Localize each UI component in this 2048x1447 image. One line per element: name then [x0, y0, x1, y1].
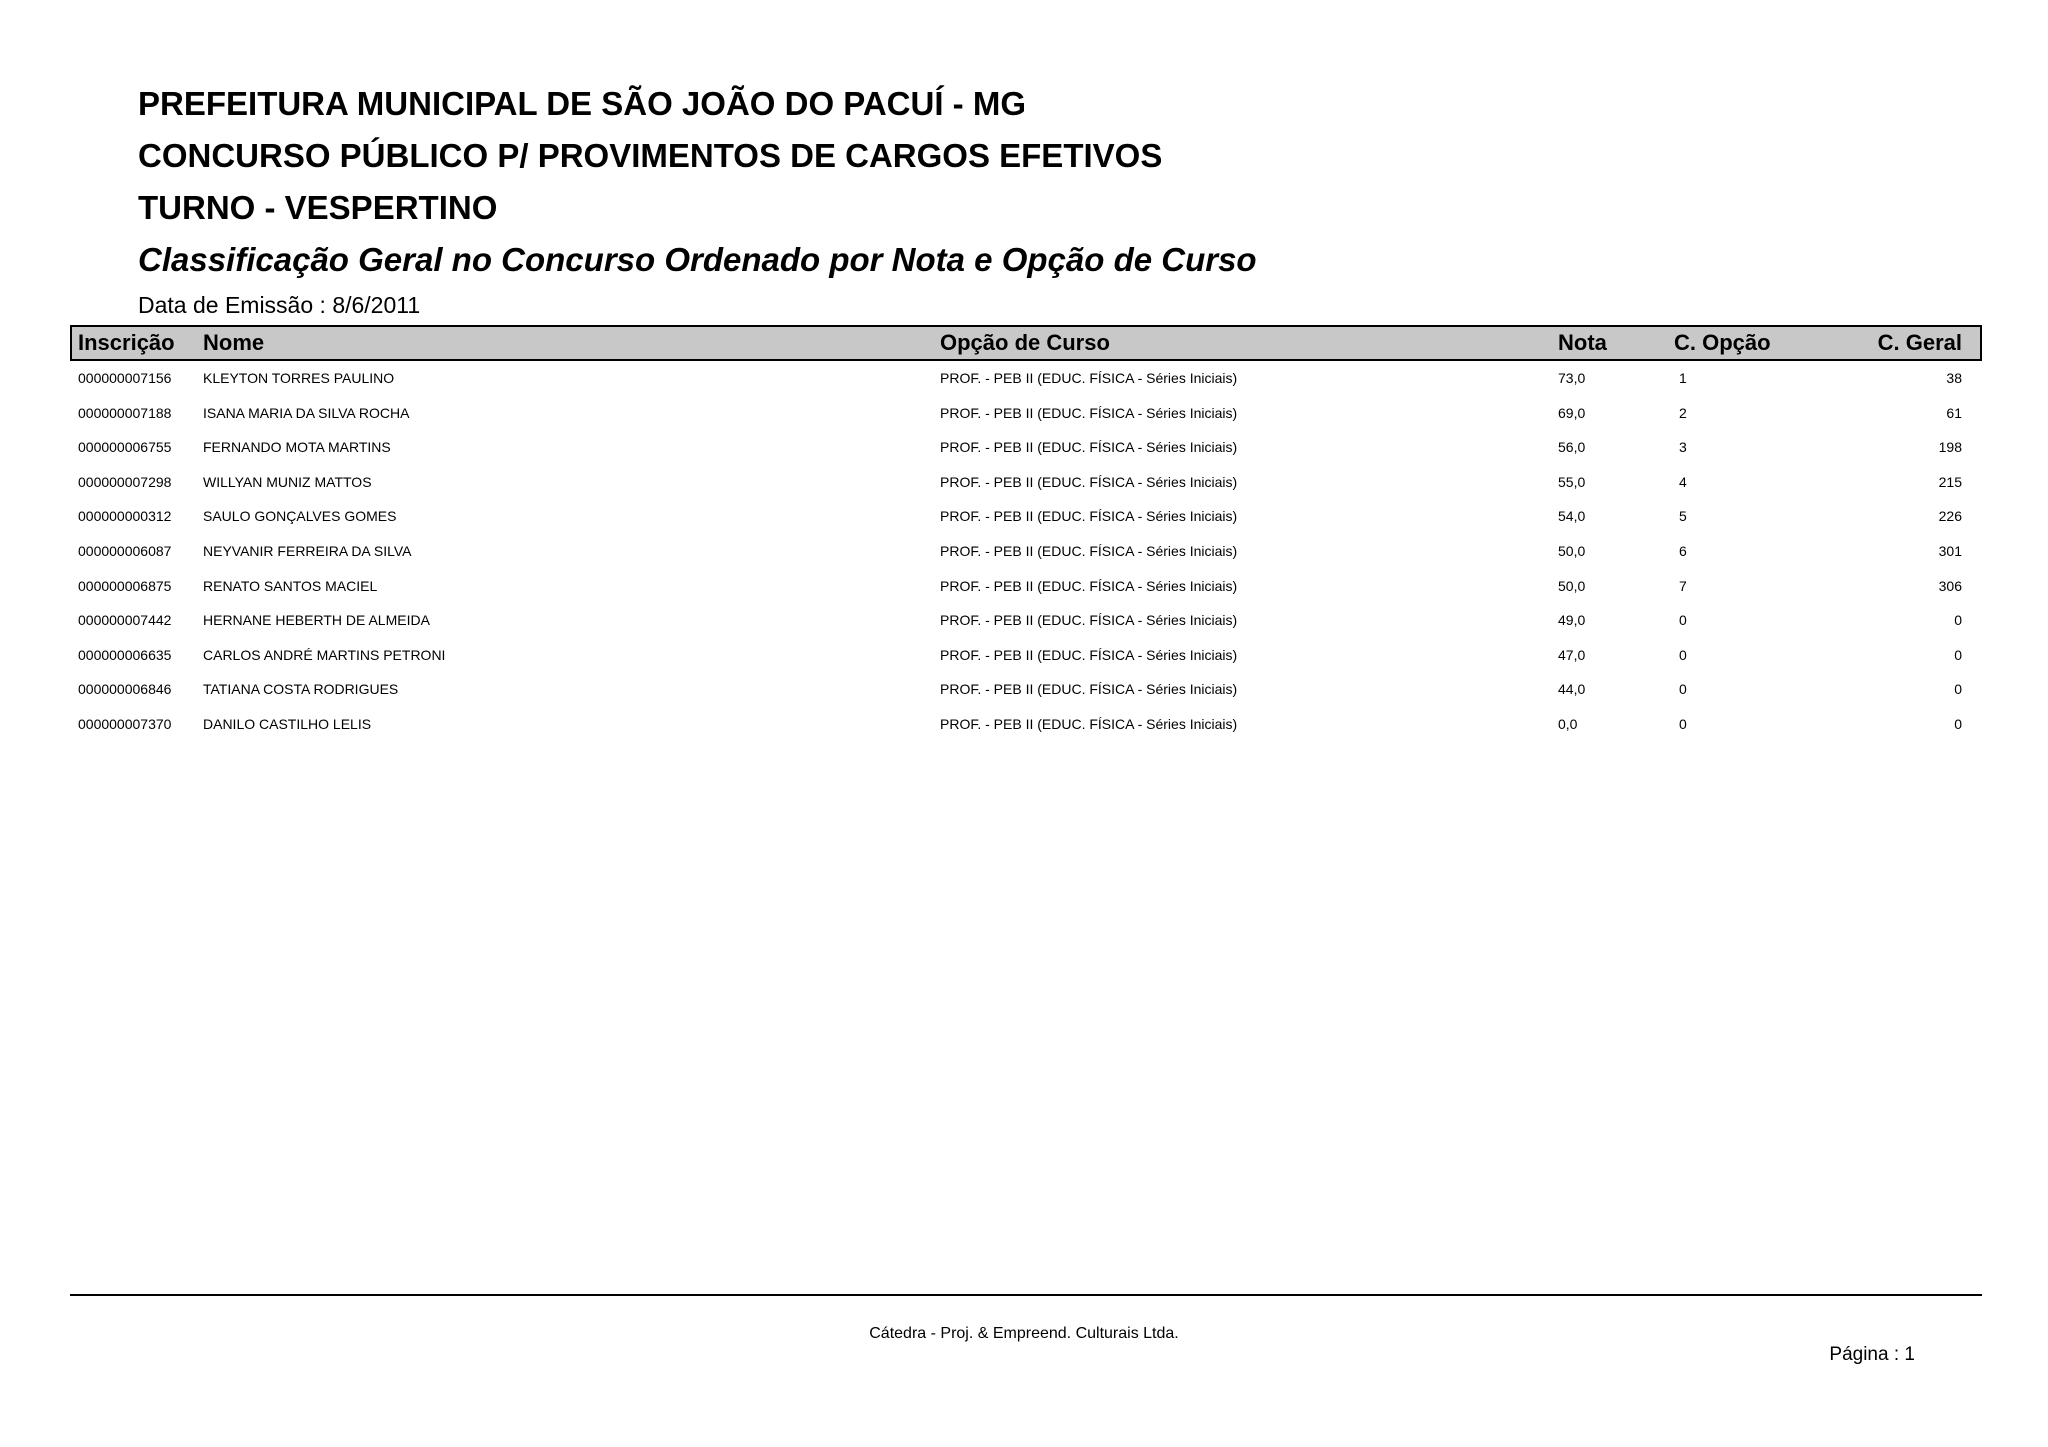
cell-c-geral: 0 — [1954, 715, 1962, 732]
table-row — [70, 537, 1982, 572]
table-row — [70, 399, 1982, 434]
column-header-c-geral: C. Geral — [1877, 330, 1962, 355]
cell-c-opcao: 4 — [1679, 473, 1687, 490]
cell-nota: 69,0 — [1558, 404, 1586, 421]
results-table-body — [70, 364, 1982, 745]
cell-c-geral: 226 — [1938, 508, 1962, 525]
cell-c-opcao: 0 — [1679, 612, 1687, 629]
cell-nota: 50,0 — [1558, 577, 1586, 594]
cell-nota: 73,0 — [1558, 370, 1586, 386]
cell-c-opcao: 3 — [1679, 439, 1687, 456]
cell-opcao: PROF. - PEB II (EDUC. FÍSICA - Séries Iniciais) — [940, 473, 1238, 490]
table-row — [70, 710, 1982, 745]
cell-inscricao: 000000006875 — [78, 577, 172, 594]
cell-inscricao: 000000007370 — [78, 715, 172, 732]
issue-date-value: 8/6/2011 — [332, 292, 421, 318]
cell-inscricao: 000000007442 — [78, 612, 172, 629]
cell-nota: 49,0 — [1558, 612, 1586, 629]
cell-nome: TATIANA COSTA RODRIGUES — [203, 681, 399, 698]
page-indicator — [1829, 1344, 1915, 1366]
cell-opcao: PROF. - PEB II (EDUC. FÍSICA - Séries Iniciais) — [940, 542, 1238, 559]
cell-nota: 0,0 — [1558, 715, 1578, 732]
cell-opcao: PROF. - PEB II (EDUC. FÍSICA - Séries Iniciais) — [940, 404, 1238, 421]
table-row — [70, 433, 1982, 468]
column-header-c-opcao: C. Opção — [1674, 330, 1771, 355]
table-row — [70, 572, 1982, 607]
cell-nota: 55,0 — [1558, 473, 1586, 490]
column-header-opcao: Opção de Curso — [940, 330, 1110, 355]
cell-inscricao: 000000006846 — [78, 681, 172, 698]
cell-nome: CARLOS ANDRÉ MARTINS PETRONI — [203, 646, 446, 663]
cell-opcao: PROF. - PEB II (EDUC. FÍSICA - Séries Iniciais) — [940, 715, 1238, 732]
cell-nome: DANILO CASTILHO LELIS — [203, 715, 372, 732]
column-header-nota: Nota — [1558, 330, 1607, 355]
cell-inscricao: 000000006087 — [78, 542, 172, 559]
cell-c-opcao: 5 — [1679, 508, 1687, 525]
cell-opcao: PROF. - PEB II (EDUC. FÍSICA - Séries Iniciais) — [940, 439, 1238, 456]
report-title: Classificação Geral no Concurso Ordenado por Nota e Opção de Curso — [138, 241, 1257, 278]
cell-opcao: PROF. - PEB II (EDUC. FÍSICA - Séries Iniciais) — [940, 370, 1238, 386]
cell-nota: 44,0 — [1558, 681, 1586, 698]
cell-nome: NEYVANIR FERREIRA DA SILVA — [203, 542, 412, 559]
cell-nome: FERNANDO MOTA MARTINS — [203, 439, 391, 456]
cell-opcao: PROF. - PEB II (EDUC. FÍSICA - Séries Iniciais) — [940, 612, 1238, 629]
table-row — [70, 606, 1982, 641]
cell-nome: RENATO SANTOS MACIEL — [203, 577, 378, 594]
cell-c-geral: 0 — [1954, 612, 1962, 629]
cell-inscricao: 000000006755 — [78, 439, 172, 456]
cell-c-geral: 0 — [1954, 646, 1962, 663]
cell-nome: WILLYAN MUNIZ MATTOS — [203, 473, 372, 490]
cell-opcao: PROF. - PEB II (EDUC. FÍSICA - Séries Iniciais) — [940, 508, 1238, 525]
cell-c-opcao: 2 — [1679, 404, 1687, 421]
cell-c-geral: 0 — [1954, 681, 1962, 698]
table-row — [70, 364, 1982, 399]
cell-inscricao: 000000007156 — [78, 370, 172, 386]
footer-company: Cátedra - Proj. & Empreend. Culturais Ltda. — [869, 1325, 1179, 1342]
cell-inscricao: 000000007188 — [78, 404, 172, 421]
issue-date — [138, 288, 1257, 322]
column-header-nome: Nome — [203, 330, 265, 355]
cell-c-geral: 306 — [1938, 577, 1962, 594]
cell-nome: HERNANE HEBERTH DE ALMEIDA — [203, 612, 430, 629]
document-header — [138, 78, 1257, 322]
table-row — [70, 502, 1982, 537]
cell-opcao: PROF. - PEB II (EDUC. FÍSICA - Séries Iniciais) — [940, 646, 1238, 663]
cell-c-opcao: 0 — [1679, 681, 1687, 698]
cell-nota: 50,0 — [1558, 542, 1586, 559]
cell-c-geral: 301 — [1938, 542, 1962, 559]
issue-date-label: Data de Emissão : — [138, 292, 326, 318]
table-row — [70, 675, 1982, 710]
cell-inscricao: 000000007298 — [78, 473, 172, 490]
cell-nota: 54,0 — [1558, 508, 1586, 525]
cell-c-opcao: 6 — [1679, 542, 1687, 559]
cell-c-opcao: 0 — [1679, 646, 1687, 663]
header-shift: TURNO - VESPERTINO — [138, 189, 498, 226]
cell-opcao: PROF. - PEB II (EDUC. FÍSICA - Séries Iniciais) — [940, 681, 1238, 698]
table-header — [70, 325, 1982, 361]
page-label: Página : — [1829, 1344, 1900, 1365]
footer-divider — [70, 1294, 1982, 1296]
cell-c-geral: 215 — [1938, 473, 1962, 490]
cell-nota: 47,0 — [1558, 646, 1586, 663]
cell-c-opcao: 0 — [1679, 715, 1687, 732]
header-contest: CONCURSO PÚBLICO P/ PROVIMENTOS DE CARGOS EFETIVOS — [138, 137, 1163, 174]
cell-c-geral: 61 — [1946, 404, 1962, 421]
cell-c-opcao: 7 — [1679, 577, 1687, 594]
column-header-inscricao: Inscrição — [78, 330, 175, 355]
page-number: 1 — [1904, 1344, 1915, 1365]
cell-inscricao: 000000000312 — [78, 508, 172, 525]
cell-nome: KLEYTON TORRES PAULINO — [203, 370, 395, 386]
cell-inscricao: 000000006635 — [78, 646, 172, 663]
cell-c-geral: 38 — [1946, 370, 1962, 386]
table-row — [70, 468, 1982, 503]
cell-nome: SAULO GONÇALVES GOMES — [203, 508, 397, 525]
cell-nome: ISANA MARIA DA SILVA ROCHA — [203, 404, 410, 421]
table-row — [70, 641, 1982, 676]
cell-opcao: PROF. - PEB II (EDUC. FÍSICA - Séries Iniciais) — [940, 577, 1238, 594]
header-municipality: PREFEITURA MUNICIPAL DE SÃO JOÃO DO PACUÍ - MG — [138, 85, 1026, 122]
cell-c-opcao: 1 — [1679, 370, 1687, 386]
cell-c-geral: 198 — [1938, 439, 1962, 456]
cell-nota: 56,0 — [1558, 439, 1586, 456]
